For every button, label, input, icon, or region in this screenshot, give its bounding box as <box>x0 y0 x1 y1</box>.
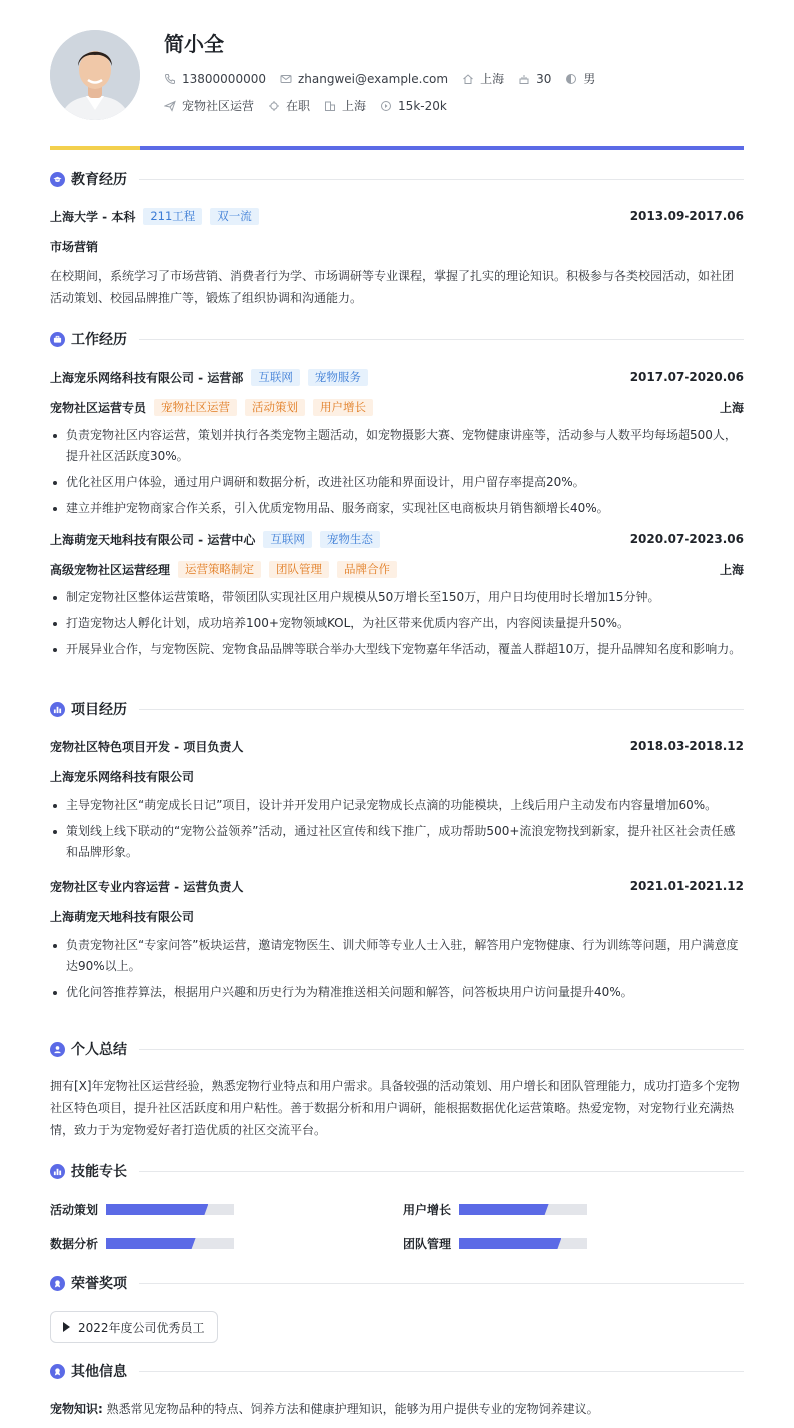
bar-chart-icon <box>50 702 65 717</box>
awards-list <box>50 1311 744 1343</box>
position-tag: 活动策划 <box>245 399 305 416</box>
salary-icon <box>380 100 392 112</box>
city-value: 上海 <box>480 72 505 86</box>
list-item: 制定宠物社区整体运营策略，带领团队实现社区用户规模从50万增长至150万，用户日均使用时长增加15分钟。 <box>50 587 744 608</box>
job-company-row <box>50 367 744 387</box>
target-city-value: 上海 <box>342 99 367 113</box>
award-label: 2022年度公司优秀员工 <box>78 1320 205 1335</box>
section-heading: 工作经历 <box>71 332 127 348</box>
section-rule <box>139 1171 744 1172</box>
skill-item <box>50 1235 234 1252</box>
education-description: 在校期间，系统学习了市场营销、消费者行为学、市场调研等专业课程，掌握了扎实的理论知识。积极参与各类校园活动，如社团活动策划、校园品牌推广等，锻炼了组织协调和沟通能力。 <box>50 269 735 305</box>
award-item[interactable] <box>50 1311 218 1343</box>
intent-line <box>164 97 447 114</box>
list-item: 建立并维护宠物商家合作关系，引入优质宠物用品、服务商家，实现社区电商板块月销售额增长40%。 <box>50 498 744 519</box>
projects-section-title <box>50 699 744 719</box>
medal-icon <box>50 1276 65 1291</box>
divider-accent-blue <box>140 146 744 150</box>
projects-section <box>50 699 744 1008</box>
section-heading: 荣誉奖项 <box>71 1276 127 1292</box>
city-info <box>462 70 504 87</box>
other-info-text <box>50 1398 744 1420</box>
salary-value: 15k-20k <box>398 98 447 113</box>
job-bullets <box>50 587 744 660</box>
divider-accent-yellow <box>50 146 140 150</box>
briefcase-icon <box>50 332 65 347</box>
company-tag: 互联网 <box>263 531 312 548</box>
project-row <box>50 736 744 756</box>
project-company-row <box>50 766 744 786</box>
school-group <box>50 208 259 225</box>
list-item: 优化社区用户体验，通过用户调研和数据分析，改进社区功能和界面设计，用户留存率提高20%。 <box>50 472 744 493</box>
major-row <box>50 236 744 256</box>
user-icon <box>50 1042 65 1057</box>
avatar <box>50 30 140 120</box>
project-company-row <box>50 906 744 926</box>
position-tag: 用户增长 <box>313 399 373 416</box>
school-tag: 双一流 <box>210 208 259 225</box>
bar-chart-icon <box>50 1164 65 1179</box>
major-name: 市场营销 <box>50 239 99 254</box>
skill-item <box>403 1235 587 1252</box>
section-rule <box>139 179 744 180</box>
phone-value: 13800000000 <box>182 71 266 86</box>
phone-icon <box>164 73 176 85</box>
section-rule <box>139 709 744 710</box>
company-tag: 互联网 <box>251 369 300 386</box>
school-name: 上海大学 - 本科 <box>50 209 136 224</box>
company-group <box>50 369 368 386</box>
skill-name: 团队管理 <box>403 1237 452 1251</box>
position-tag: 团队管理 <box>269 561 329 578</box>
section-rule <box>139 1371 744 1372</box>
age-value: 30 <box>536 71 552 86</box>
skill-bar-fill <box>106 1204 208 1215</box>
salary-info <box>380 99 447 113</box>
resume-header <box>50 0 744 146</box>
home-icon <box>462 73 474 85</box>
job-bullets <box>50 425 744 519</box>
candidate-name: 简小全 <box>164 32 224 56</box>
job-date: 2017.07-2020.06 <box>629 370 744 384</box>
target-city-info <box>324 97 366 114</box>
email-info <box>280 72 448 86</box>
gender-value: 男 <box>583 72 596 86</box>
email-value[interactable]: zhangwei@example.com <box>297 71 449 86</box>
status-icon <box>268 100 280 112</box>
status-info <box>268 97 310 114</box>
job-location: 上海 <box>719 562 744 577</box>
section-heading: 个人总结 <box>71 1042 127 1058</box>
section-heading: 教育经历 <box>71 172 127 188</box>
skill-bar-track <box>459 1238 587 1249</box>
play-icon <box>63 1322 70 1332</box>
position-group <box>50 399 373 416</box>
skill-bar-track <box>106 1238 234 1249</box>
section-heading: 技能专长 <box>71 1164 127 1180</box>
other-section <box>50 1361 744 1420</box>
project-bullets <box>50 795 744 863</box>
work-section-title <box>50 329 744 349</box>
age-info <box>518 72 551 86</box>
gender-info <box>565 70 595 87</box>
summary-section <box>50 1039 744 1141</box>
education-section-title <box>50 169 744 189</box>
awards-section <box>50 1273 744 1343</box>
position-name: 高级宠物社区运营经理 <box>50 562 171 577</box>
skill-name: 数据分析 <box>50 1237 99 1251</box>
section-rule <box>139 1283 744 1284</box>
phone-info <box>164 72 266 86</box>
list-item: 策划线上线下联动的“宠物公益领养”活动，通过社区宣传和线下推广，成功帮助500+流浪宠物找到新家，提升社区社会责任感和品牌形象。 <box>50 821 744 863</box>
other-info-value: 熟悉常见宠物品种的特点、饲养方法和健康护理知识，能够为用户提供专业的宠物饲养建议。 <box>106 1402 599 1416</box>
status-value: 在职 <box>286 99 311 113</box>
list-item: 打造宠物达人孵化计划，成功培养100+宠物领域KOL，为社区带来优质内容产出，内容阅读量提升50%。 <box>50 613 744 634</box>
position-tag: 品牌合作 <box>337 561 397 578</box>
avatar-photo-icon <box>50 30 140 120</box>
education-section <box>50 169 744 309</box>
other-info-label: 宠物知识: <box>50 1402 103 1416</box>
company-group <box>50 531 380 548</box>
skill-bar-track <box>106 1204 234 1215</box>
gender-icon <box>565 73 577 85</box>
send-icon <box>164 100 176 112</box>
project-company: 上海萌宠天地科技有限公司 <box>50 909 195 924</box>
job-date: 2020.07-2023.06 <box>629 532 744 546</box>
contact-line <box>164 70 595 87</box>
mail-icon <box>280 73 292 85</box>
cake-icon <box>518 73 530 85</box>
list-item: 负责宠物社区内容运营，策划并执行各类宠物主题活动，如宠物摄影大赛、宠物健康讲座等，活动参与人数平均每场超500人，提升社区活跃度30%。 <box>50 425 744 467</box>
skill-item <box>403 1201 587 1218</box>
job-position-row <box>50 559 744 579</box>
project-date: 2021.01-2021.12 <box>629 879 744 893</box>
skills-section-title <box>50 1161 744 1181</box>
header-divider <box>50 146 744 150</box>
list-item: 负责宠物社区“专家问答”板块运营，邀请宠物医生、训犬师等专业人士入驻，解答用户宠物健康、行为训练等问题，用户满意度达90%以上。 <box>50 935 744 977</box>
target-role-value: 宠物社区运营 <box>182 99 255 113</box>
building-icon <box>324 100 336 112</box>
section-rule <box>139 1049 744 1050</box>
summary-section-title <box>50 1039 744 1059</box>
job-position-row <box>50 397 744 417</box>
company-tag: 宠物生态 <box>320 531 380 548</box>
section-heading: 其他信息 <box>71 1364 127 1380</box>
list-item: 开展异业合作，与宠物医院、宠物食品品牌等联合举办大型线下宠物嘉年华活动，覆盖人群超10万，提升品牌知名度和影响力。 <box>50 639 744 660</box>
skill-name: 用户增长 <box>403 1203 452 1217</box>
position-group <box>50 561 397 578</box>
job-location: 上海 <box>719 400 744 415</box>
project-company: 上海宠乐网络科技有限公司 <box>50 769 195 784</box>
skills-section <box>50 1161 744 1261</box>
position-tag: 宠物社区运营 <box>154 399 237 416</box>
project-row <box>50 876 744 896</box>
work-section <box>50 329 744 665</box>
section-heading: 项目经历 <box>71 702 127 718</box>
section-rule <box>139 339 744 340</box>
project-name: 宠物社区特色项目开发 - 项目负责人 <box>50 739 244 754</box>
list-item: 优化问答推荐算法，根据用户兴趣和历史行为为精准推送相关问题和解答，问答板块用户访问量提升40%。 <box>50 982 744 1003</box>
skill-bar-fill <box>459 1238 561 1249</box>
skill-bar-track <box>459 1204 587 1215</box>
company-name: 上海宠乐网络科技有限公司 - 运营部 <box>50 370 244 385</box>
target-role-info <box>164 97 254 114</box>
school-tag: 211工程 <box>143 208 202 225</box>
company-name: 上海萌宠天地科技有限公司 - 运营中心 <box>50 532 256 547</box>
job-company-row <box>50 529 744 549</box>
project-date: 2018.03-2018.12 <box>629 739 744 753</box>
list-item: 主导宠物社区“萌宠成长日记”项目，设计并开发用户记录宠物成长点滴的功能模块，上线后用户主动发布内容量增加60%。 <box>50 795 744 816</box>
awards-section-title <box>50 1273 744 1293</box>
skill-name: 活动策划 <box>50 1203 99 1217</box>
project-bullets <box>50 935 744 1003</box>
info-icon <box>50 1364 65 1379</box>
company-tag: 宠物服务 <box>308 369 368 386</box>
position-tag: 运营策略制定 <box>178 561 261 578</box>
skill-item <box>50 1201 234 1218</box>
skill-bar-fill <box>106 1238 196 1249</box>
position-name: 宠物社区运营专员 <box>50 400 147 415</box>
education-date: 2013.09-2017.06 <box>629 209 744 223</box>
education-row <box>50 206 744 226</box>
summary-text: 拥有[X]年宠物社区运营经验，熟悉宠物行业特点和用户需求。具备较强的活动策划、用户增长和团队管理能力，成功打造多个宠物社区特色项目，提升社区活跃度和用户粘性。善于数据分析和用户调研，能根据数据优化运营策略。热爱宠物，对宠物行业充满热情，致力于为宠物爱好者打造优质的社区交流平台。 <box>50 1079 740 1137</box>
project-name: 宠物社区专业内容运营 - 运营负责人 <box>50 879 244 894</box>
skill-bar-fill <box>459 1204 549 1215</box>
other-section-title <box>50 1361 744 1381</box>
graduation-cap-icon <box>50 172 65 187</box>
